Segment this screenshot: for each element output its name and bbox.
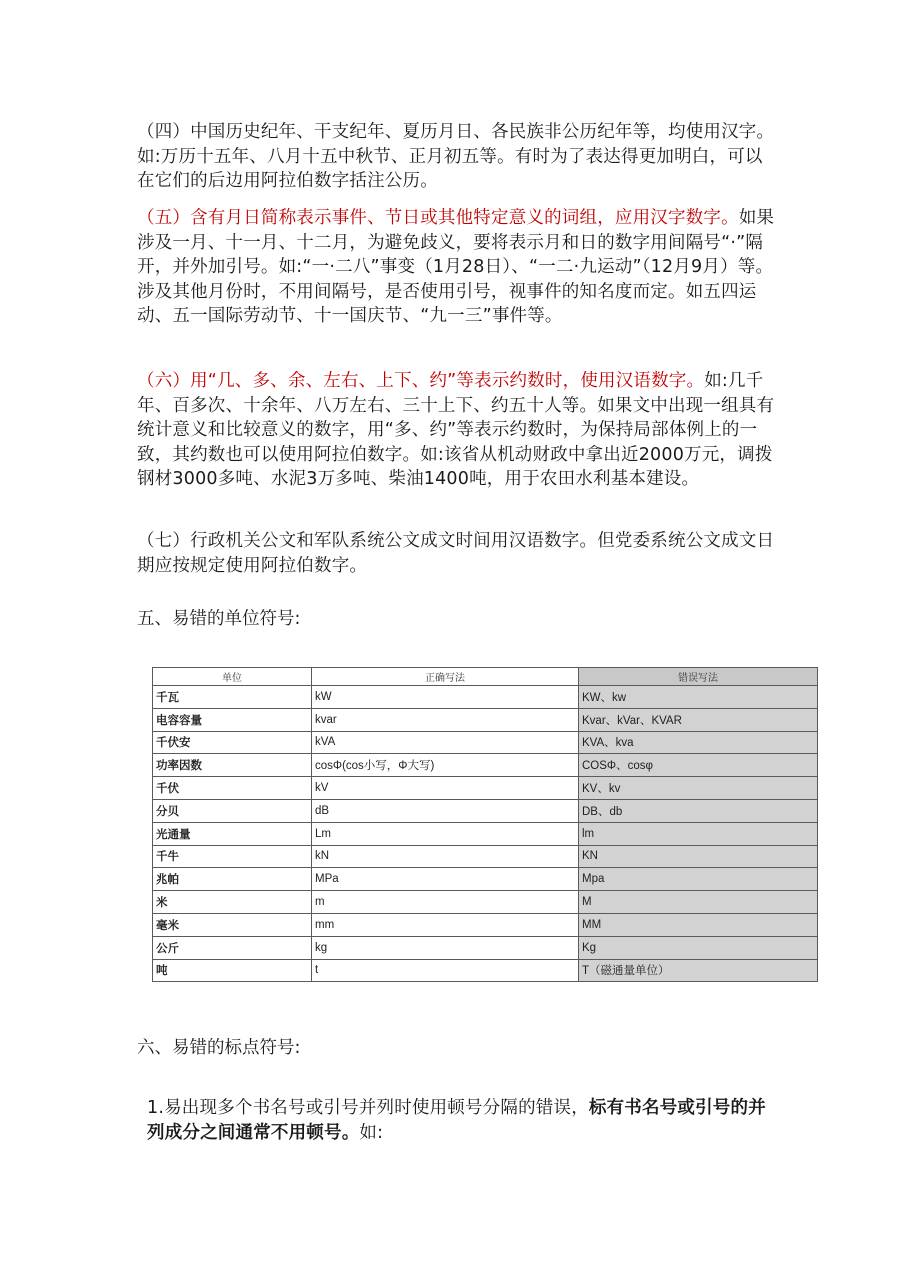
table-header-row	[153, 668, 818, 686]
unit-cell: 公斤	[153, 936, 312, 959]
wrong-cell: KV、kv	[579, 777, 818, 800]
table-row	[153, 891, 818, 914]
correct-cell: cosΦ(cos小写，Φ大写)	[312, 754, 579, 777]
wrong-cell: M	[579, 891, 818, 914]
wrong-cell: COSΦ、cosφ	[579, 754, 818, 777]
correct-cell: dB	[312, 799, 579, 822]
paragraph-punctuation-1-tail: 如:	[359, 1122, 384, 1143]
paragraph-6	[137, 369, 777, 492]
table-row	[153, 799, 818, 822]
unit-cell: 吨	[153, 959, 312, 982]
correct-cell: kN	[312, 845, 579, 868]
paragraph-5-highlight: （五）含有月日简称表示事件、节日或其他特定意义的词组，应用汉字数字。	[137, 208, 739, 228]
column-header-wrong: 错误写法	[579, 668, 818, 686]
table-row	[153, 936, 818, 959]
wrong-cell: lm	[579, 822, 818, 845]
correct-cell: Lm	[312, 822, 579, 845]
unit-cell: 光通量	[153, 822, 312, 845]
table-row	[153, 868, 818, 891]
paragraph-6-body: 如:几千年、百多次、十余年、八万左右、三十上下、约五十人等。如果文中出现一组具有统计意义和比较意义的数字，用“多、约”等表示约数时，为保持局部体例上的一致，其约数也可以使用阿拉伯数字。如:该省从机动财政中拿出近2000万元，调拨钢材3000多吨、水泥3万多吨、柴油1400吨，用于农田水利基本建设。	[137, 371, 775, 489]
wrong-cell: Mpa	[579, 868, 818, 891]
correct-cell: mm	[312, 913, 579, 936]
unit-cell: 毫米	[153, 913, 312, 936]
paragraph-7: （七）行政机关公文和军队系统公文成文时间用汉语数字。但党委系统公文成文日期应按规定使用阿拉伯数字。	[137, 531, 775, 576]
table-row	[153, 754, 818, 777]
correct-cell: kW	[312, 686, 579, 709]
paragraph-4: （四）中国历史纪年、干支纪年、夏历月日、各民族非公历纪年等，均使用汉字。如:万历十五年、八月十五中秋节、正月初五等。有时为了表达得更加明白，可以在它们的后边用阿拉伯数字括注公历。	[137, 122, 775, 191]
paragraph-punctuation-1-emphasis: 标有书名号或引号的并列成分之间通常不用顿号。	[147, 1098, 766, 1143]
table-row	[153, 708, 818, 731]
unit-cell: 分贝	[153, 799, 312, 822]
unit-symbol-table	[152, 667, 818, 982]
wrong-cell: Kg	[579, 936, 818, 959]
correct-cell: t	[312, 959, 579, 982]
correct-cell: kvar	[312, 708, 579, 731]
correct-cell: m	[312, 891, 579, 914]
paragraph-punctuation-1	[147, 1096, 772, 1145]
wrong-cell: T（磁通量单位）	[579, 959, 818, 982]
wrong-cell: MM	[579, 913, 818, 936]
unit-cell: 电容容量	[153, 708, 312, 731]
unit-cell: 米	[153, 891, 312, 914]
unit-cell: 千牛	[153, 845, 312, 868]
wrong-cell: KN	[579, 845, 818, 868]
table-row	[153, 731, 818, 754]
correct-cell: kV	[312, 777, 579, 800]
unit-cell: 千伏	[153, 777, 312, 800]
wrong-cell: Kvar、kVar、KVAR	[579, 708, 818, 731]
correct-cell: kg	[312, 936, 579, 959]
wrong-cell: DB、db	[579, 799, 818, 822]
unit-cell: 兆帕	[153, 868, 312, 891]
wrong-cell: KVA、kva	[579, 731, 818, 754]
table-row	[153, 845, 818, 868]
unit-cell: 千伏安	[153, 731, 312, 754]
correct-cell: MPa	[312, 868, 579, 891]
unit-cell: 功率因数	[153, 754, 312, 777]
paragraph-6-highlight: （六）用“几、多、余、左右、上下、约”等表示约数时，使用汉语数字。	[137, 371, 705, 391]
table-row	[153, 822, 818, 845]
table-row	[153, 686, 818, 709]
section-heading-punctuation: 六、易错的标点符号:	[137, 1038, 301, 1058]
correct-cell: kVA	[312, 731, 579, 754]
unit-cell: 千瓦	[153, 686, 312, 709]
wrong-cell: KW、kw	[579, 686, 818, 709]
table-row	[153, 913, 818, 936]
section-heading-units: 五、易错的单位符号:	[137, 609, 301, 629]
paragraph-5	[137, 206, 777, 329]
table-row	[153, 777, 818, 800]
paragraph-5-body: 如果涉及一月、十一月、十二月，为避免歧义，要将表示月和日的数字用间隔号“·”隔开，并外加引号。如:“一·二八”事变（1月28日）、“一二·九运动”（12月9月）等。涉及其他月份时，不用间隔号，是否使用引号，视事件的知名度而定。如五四运动、五一国际劳动节、十一国庆节、“九一三”事件等。	[137, 208, 775, 326]
paragraph-punctuation-1-body: 1.易出现多个书名号或引号并列时使用顿号分隔的错误，	[147, 1098, 589, 1118]
column-header-unit: 单位	[153, 668, 312, 686]
column-header-correct: 正确写法	[312, 668, 579, 686]
table-row	[153, 959, 818, 982]
